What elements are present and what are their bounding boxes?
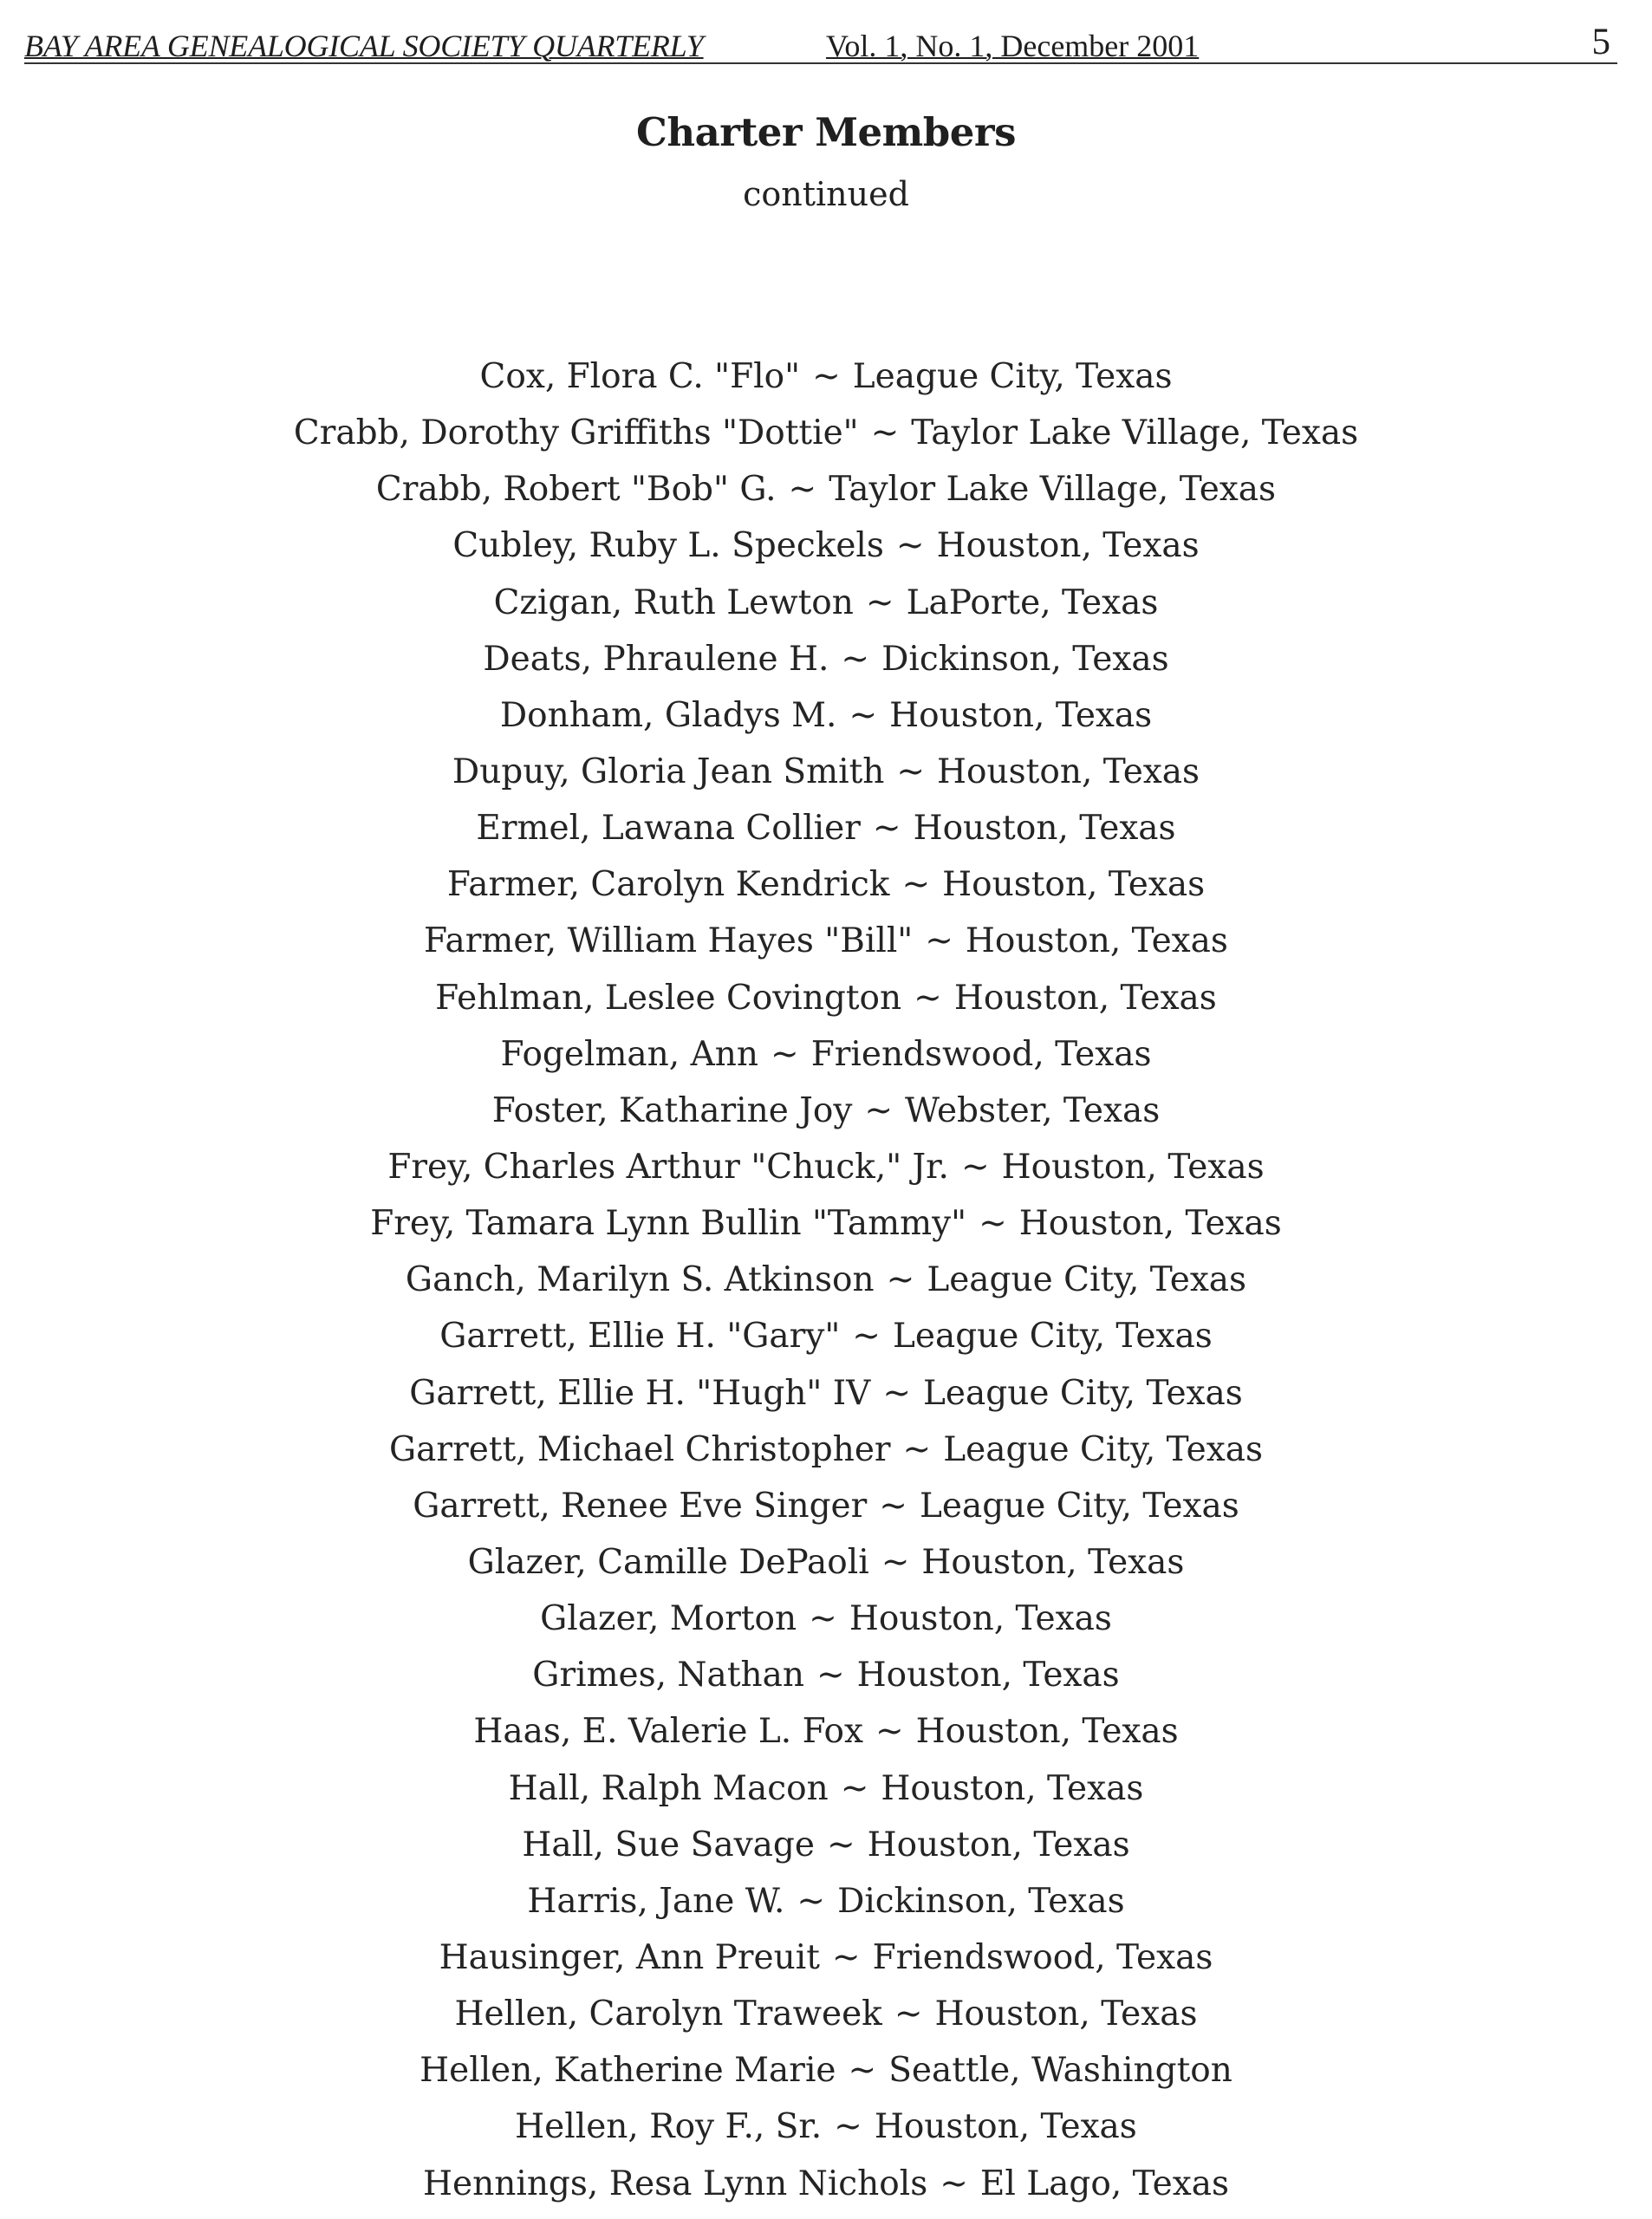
entry-separator: ~ [826,1825,855,1864]
member-name: Crabb, Dorothy Griffiths "Dottie" [293,413,859,453]
member-location: Houston, Texas [942,865,1206,905]
entry-separator: ~ [896,752,926,791]
member-name: Cox, Flora C. "Flo" [479,357,801,396]
member-name: Frey, Tamara Lynn Bullin "Tammy" [370,1204,967,1244]
member-name: Garrett, Ellie H. "Hugh" IV [409,1373,871,1413]
member-location: Webster, Texas [905,1090,1161,1130]
entry-separator: ~ [864,1090,894,1130]
member-entry [0,1422,1652,1478]
member-entry [0,2099,1652,2155]
member-location: Houston, Texas [953,978,1217,1018]
issue-info: Vol. 1, No. 1, December 2001 [826,29,1200,63]
member-entry [0,517,1652,574]
entry-separator: ~ [865,582,894,622]
entry-separator: ~ [848,2051,877,2091]
member-name: Garrett, Renee Eve Singer [413,1486,868,1526]
member-location: Houston, Texas [965,921,1228,961]
entry-separator: ~ [872,809,901,849]
member-location: Dickinson, Texas [837,1881,1125,1921]
member-entry [0,1308,1652,1364]
member-location: Houston, Texas [1018,1204,1282,1244]
member-location: Houston, Texas [856,1656,1120,1695]
member-name: Garrett, Ellie H. "Gary" [439,1317,841,1357]
member-name: Hall, Sue Savage [522,1825,815,1864]
entry-separator: ~ [812,357,841,396]
member-entry [0,461,1652,517]
entry-separator: ~ [882,1373,912,1413]
journal-title: BAY AREA GENEALOGICAL SOCIETY QUARTERLY [24,29,704,63]
member-name: Cubley, Ruby L. Speckels [452,526,884,566]
member-location: Houston, Texas [936,526,1200,566]
member-name: Frey, Charles Arthur "Chuck," Jr. [387,1147,949,1187]
member-name: Dupuy, Gloria Jean Smith [452,752,885,791]
entry-separator: ~ [849,695,878,735]
member-location: League City, Texas [943,1429,1263,1469]
entry-separator: ~ [797,1881,826,1921]
member-entry [0,1195,1652,1252]
member-entry [0,744,1652,800]
member-entry [0,1083,1652,1139]
entry-separator: ~ [809,1599,837,1639]
header-rule [24,62,1617,64]
entry-separator: ~ [771,1034,799,1074]
member-location: Houston, Texas [937,752,1200,791]
member-name: Hausinger, Ann Preuit [439,1937,820,1977]
member-name: Ermel, Lawana Collier [476,809,861,849]
entry-separator: ~ [894,1994,923,2034]
member-location: Dickinson, Texas [881,639,1169,679]
member-location: LaPorte, Texas [906,582,1159,622]
member-location: Houston, Texas [867,1825,1130,1864]
member-location: Taylor Lake Village, Texas [829,470,1277,510]
member-location: League City, Texas [852,357,1173,396]
section-subtitle: continued [743,175,909,213]
member-name: Farmer, Carolyn Kendrick [446,865,890,905]
member-entry [0,800,1652,856]
entry-separator: ~ [870,413,900,453]
member-location: Houston, Texas [913,809,1176,849]
member-location: Houston, Texas [1001,1147,1265,1187]
member-location: Houston, Texas [921,1542,1185,1582]
entry-separator: ~ [925,921,953,961]
member-entry [0,1365,1652,1422]
member-entry [0,1703,1652,1760]
member-name: Garrett, Michael Christopher [389,1429,891,1469]
member-name: Glazer, Morton [540,1599,797,1639]
member-entry [0,1591,1652,1647]
running-header [24,21,1617,69]
entry-separator: ~ [886,1260,915,1300]
member-name: Hennings, Resa Lynn Nichols [423,2164,928,2203]
member-name: Fehlman, Leslee Covington [435,978,902,1018]
page-number: 5 [1591,22,1610,62]
member-name: Hellen, Roy F., Sr. [515,2107,823,2147]
entry-separator: ~ [879,1486,907,1526]
entry-separator: ~ [881,1542,910,1582]
member-entry [0,1760,1652,1817]
member-entry [0,1252,1652,1308]
member-location: Houston, Texas [874,2107,1137,2147]
member-name: Haas, E. Valerie L. Fox [473,1712,863,1752]
entry-separator: ~ [875,1712,904,1752]
member-name: Crabb, Robert "Bob" G. [375,470,777,510]
member-entry [0,1817,1652,1873]
member-location: El Lago, Texas [979,2164,1229,2203]
member-location: Houston, Texas [915,1712,1179,1752]
member-name: Grimes, Nathan [532,1656,804,1695]
entry-separator: ~ [902,1429,932,1469]
member-entry [0,913,1652,969]
entry-separator: ~ [940,2164,968,2203]
member-location: Friendswood, Texas [872,1937,1213,1977]
member-entry [0,2156,1652,2212]
entry-separator: ~ [852,1317,881,1357]
entry-separator: ~ [788,470,817,510]
entry-separator: ~ [834,2107,862,2147]
member-location: Seattle, Washington [888,2051,1232,2091]
member-name: Farmer, William Hayes "Bill" [424,921,914,961]
member-location: Friendswood, Texas [810,1034,1152,1074]
entry-separator: ~ [816,1656,845,1695]
member-entry [0,1478,1652,1534]
member-location: Houston, Texas [849,1599,1112,1639]
member-entry [0,856,1652,913]
member-location: League City, Texas [919,1486,1239,1526]
member-name: Hall, Ralph Macon [508,1768,829,1808]
section-title: Charter Members [636,109,1016,155]
member-name: Donham, Gladys M. [499,695,837,735]
member-list [0,348,1652,2212]
member-name: Deats, Phraulene H. [483,639,829,679]
member-entry [0,1986,1652,2042]
member-entry [0,631,1652,687]
member-name: Hellen, Carolyn Traweek [454,1994,882,2034]
entry-separator: ~ [895,526,925,566]
member-entry [0,348,1652,405]
entry-separator: ~ [841,639,870,679]
member-name: Harris, Jane W. [527,1881,785,1921]
member-entry [0,687,1652,744]
member-entry [0,575,1652,631]
member-entry [0,1139,1652,1195]
member-name: Fogelman, Ann [500,1034,758,1074]
member-entry [0,1534,1652,1591]
entry-separator: ~ [914,978,942,1018]
member-entry [0,1873,1652,1929]
member-location: League City, Texas [892,1317,1213,1357]
member-name: Hellen, Katherine Marie [420,2051,836,2091]
member-name: Foster, Katharine Joy [491,1090,853,1130]
entry-separator: ~ [840,1768,869,1808]
entry-separator: ~ [901,865,931,905]
member-name: Glazer, Camille DePaoli [467,1542,869,1582]
member-location: Houston, Texas [881,1768,1144,1808]
member-location: Houston, Texas [889,695,1153,735]
member-entry [0,1929,1652,1986]
entry-separator: ~ [979,1204,1007,1244]
entry-separator: ~ [960,1147,990,1187]
member-location: Houston, Texas [934,1994,1198,2034]
member-entry [0,1026,1652,1083]
member-entry [0,405,1652,461]
member-name: Ganch, Marilyn S. Atkinson [405,1260,875,1300]
member-location: Taylor Lake Village, Texas [911,413,1359,453]
member-entry [0,970,1652,1026]
member-entry [0,2042,1652,2099]
entry-separator: ~ [831,1937,861,1977]
member-entry [0,1647,1652,1703]
member-location: League City, Texas [923,1373,1243,1413]
member-location: League City, Texas [927,1260,1247,1300]
member-name: Czigan, Ruth Lewton [493,582,854,622]
